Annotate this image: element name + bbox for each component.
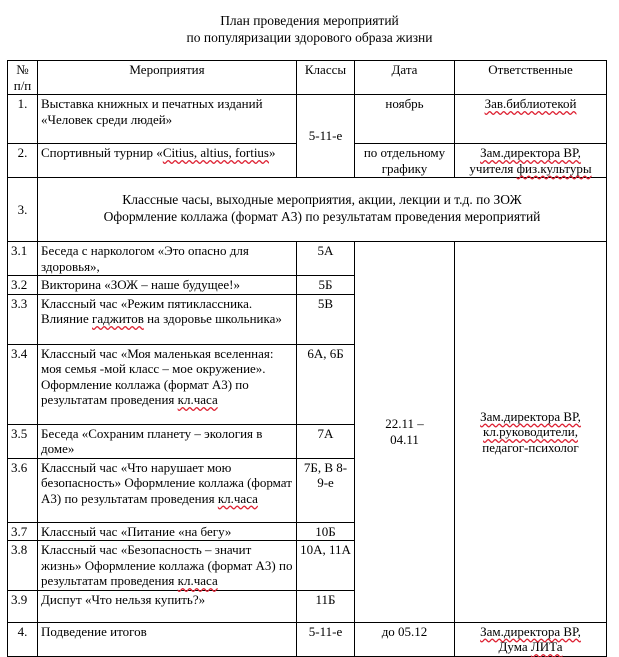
row-classes: 7А: [297, 424, 355, 458]
row-num: 3.5: [8, 424, 38, 458]
row-classes: 10А, 11А: [297, 541, 355, 591]
event-text: Классный час «Безопасность – значит жизнь» Оформление коллажа (формат А3) по результатам проведения: [41, 542, 293, 588]
table-row-section: [8, 178, 607, 242]
row-num: 1.: [8, 95, 38, 144]
event-text: »: [268, 145, 276, 160]
event-marked-text: гаджитов: [92, 311, 144, 326]
row-classes: 5А: [297, 242, 355, 276]
sub-date: [355, 242, 455, 623]
row-responsible: [455, 95, 607, 144]
header-responsible: Ответственные: [455, 61, 607, 95]
row-event: Беседа «Сохраним планету – экология в доме»: [38, 424, 297, 458]
row-classes: 5В: [297, 294, 355, 344]
event-marked-text: кл.часа: [217, 490, 258, 506]
row-event: Викторина «ЗОЖ – наше будущее!»: [38, 276, 297, 295]
responsible-marked: ЛИТа: [530, 639, 563, 654]
row-num: 4.: [8, 622, 38, 656]
responsible-line1: Зам.директора ВР,: [480, 623, 581, 639]
row-num: 3.1: [8, 242, 38, 276]
event-marked-text: кл.часа: [177, 573, 218, 588]
row-event: Диспут «Что нельзя купить?»: [38, 590, 297, 622]
header-num: № п/п: [8, 61, 38, 95]
row-event: Выставка книжных и печатных изданий «Человек среди людей»: [38, 95, 297, 144]
row-event: [38, 541, 297, 591]
document-title-line1: План проведения мероприятий: [220, 13, 399, 28]
event-marked-text: Citius, altius, fortius: [162, 145, 269, 160]
row-classes: 11Б: [297, 590, 355, 622]
event-text: Спортивный турнир «: [41, 145, 163, 160]
row-responsible: [455, 144, 607, 178]
document-title-line2: по популяризации здорового образа жизни: [186, 30, 433, 45]
sub-date-line1: 22.11 –: [385, 416, 424, 432]
row-num: 3.3: [8, 294, 38, 344]
sub-responsible-line3: педагог-психолог: [482, 439, 579, 455]
row-responsible: [455, 622, 607, 656]
row-classes: 6А, 6Б: [297, 344, 355, 424]
row-event: Беседа с наркологом «Это опасно для здоровья»,: [38, 242, 297, 276]
table-row: [8, 242, 607, 276]
row-num: 2.: [8, 144, 38, 178]
row-classes: 5-11-е: [297, 622, 355, 656]
header-classes: Классы: [297, 61, 355, 95]
row-num: 3.7: [8, 522, 38, 541]
row-event: Подведение итогов: [38, 622, 297, 656]
row-event: [38, 458, 297, 522]
responsible-line1: Зам.директора ВР,: [480, 145, 581, 160]
row-event: [38, 294, 297, 344]
section-line1: Классные часы, выходные мероприятия, акции, лекции и т.д. по ЗОЖ: [122, 192, 522, 207]
row-classes: 10Б: [297, 522, 355, 541]
table-row: [8, 622, 607, 656]
sub-responsible-line2: кл.руководители,: [483, 424, 578, 439]
table-header-row: [8, 61, 607, 95]
row-date: по отдельному графику: [355, 144, 455, 178]
row-classes: 5Б: [297, 276, 355, 295]
row-event: [38, 144, 297, 178]
row-date: ноябрь: [355, 95, 455, 144]
row-num: 3.4: [8, 344, 38, 424]
sub-responsible-line1: Зам.директора ВР,: [480, 408, 581, 424]
responsible-marked: физ.культуры: [516, 160, 592, 176]
table-row: [8, 95, 607, 144]
header-date: Дата: [355, 61, 455, 95]
row-classes: 7Б, В 8-9-е: [297, 458, 355, 522]
events-table: [7, 60, 607, 657]
row-num: 3.6: [8, 458, 38, 522]
event-text: на здоровье школьника»: [143, 311, 282, 326]
row-num: 3.8: [8, 541, 38, 591]
row-date: до 05.12: [355, 622, 455, 656]
event-text: Классный час «Что нарушает мою безопасность» Оформление коллажа (формат А3) по результатам проведения: [41, 459, 292, 506]
event-marked-text: кл.часа: [177, 392, 218, 407]
section-line2: Оформление коллажа (формат А3) по результатам проведения мероприятий: [103, 209, 541, 224]
event-text: Классный час «Моя маленькая вселенная: моя семья -мой класс – мое окружение». Оформление коллажа (формат А3) по результатам проведения: [41, 345, 274, 407]
responsible-line2: Дума: [498, 639, 531, 654]
section-heading: [38, 178, 607, 242]
header-event: Мероприятия: [38, 61, 297, 95]
sub-responsible: [455, 242, 607, 623]
row-event: Классный час «Питание «на бегу»: [38, 522, 297, 541]
row-num: 3.2: [8, 276, 38, 295]
responsible-text: Зав.библиотекой: [484, 96, 577, 111]
row-num: 3.9: [8, 590, 38, 622]
responsible-line2: учителя: [469, 160, 517, 176]
row-num: 3.: [8, 178, 38, 242]
event-text: Классный час «Режим пятиклассника. Влияние: [41, 295, 253, 326]
row-event: [38, 344, 297, 424]
row-classes: 5-11-е: [297, 95, 355, 178]
sub-date-line2: 04.11: [390, 431, 419, 447]
